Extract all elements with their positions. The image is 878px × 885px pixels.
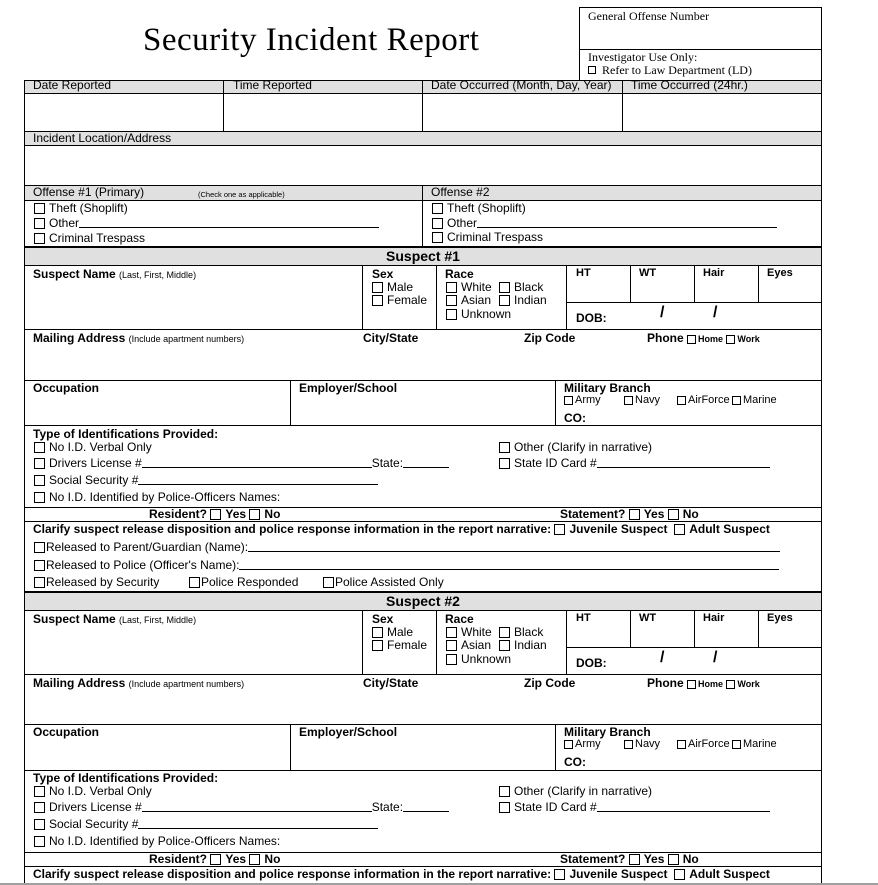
suspect2-clarify-text: Clarify suspect release disposition and police response information in the report narrative:: [33, 867, 552, 881]
suspect1-female-label: Female: [387, 293, 428, 307]
released-police-field[interactable]: [239, 559, 779, 570]
dob-separator: /: [660, 304, 665, 321]
suspect1-adult-label: Adult Suspect: [689, 522, 770, 536]
suspect1-physical-block: [566, 266, 821, 329]
suspect2-id-row: [25, 770, 821, 852]
suspect1-black-label: Black: [514, 280, 544, 294]
suspect1-occupation-label: Occupation: [33, 381, 100, 395]
police-assisted-label: Police Assisted Only: [335, 575, 444, 589]
offense-options-row: [25, 200, 821, 246]
offense-header-row: [25, 185, 821, 200]
suspect2-indian-label: Indian: [514, 638, 547, 652]
suspect1-phone-home-label: Home: [698, 334, 724, 344]
offense2-other-label: Other: [447, 216, 478, 230]
general-offense-number-field[interactable]: [580, 8, 821, 50]
time-reported-label: Time Reported: [233, 78, 312, 92]
suspect1-unknown-label: Unknown: [461, 307, 512, 321]
offense2-theft-checkbox[interactable]: [432, 203, 443, 214]
suspect1-title: Suspect #1: [386, 248, 460, 264]
suspect2-id-verbal-label: No I.D. Verbal Only: [49, 784, 152, 798]
dob-separator: /: [713, 304, 718, 321]
refer-law-dept-label: Refer to Law Department (LD): [602, 63, 752, 77]
suspect1-adult-checkbox[interactable]: [674, 524, 685, 535]
suspect2-phone-work-checkbox[interactable]: [726, 680, 735, 689]
suspect2-male-label: Male: [387, 625, 414, 639]
suspect1-wt-label: WT: [639, 267, 657, 279]
suspect2-wt-label: WT: [639, 612, 657, 624]
suspect1-resident-no-label: No: [264, 507, 281, 521]
suspect2-adult-checkbox[interactable]: [674, 869, 685, 880]
released-parent-checkbox[interactable]: [34, 542, 45, 553]
suspect2-id-police-checkbox[interactable]: [34, 836, 45, 847]
suspect1-resident-label: Resident?: [149, 507, 208, 521]
suspect1-id-verbal-label: No I.D. Verbal Only: [49, 440, 152, 454]
suspect1-sex-label: Sex: [372, 267, 394, 281]
suspect1-co-label: CO:: [564, 411, 586, 425]
suspect2-sex-label: Sex: [372, 612, 394, 626]
suspect2-zip-label: Zip Code: [524, 676, 576, 690]
suspect2-id-police-label: No I.D. Identified by Police-Officers Names:: [49, 834, 281, 848]
suspect1-city-state-label: City/State: [363, 331, 419, 345]
suspect1-occupation-row: [25, 380, 821, 425]
suspect1-juvenile-label: Juvenile Suspect: [569, 522, 668, 536]
suspect2-black-checkbox[interactable]: [499, 627, 510, 638]
date-occurred-field[interactable]: [423, 94, 622, 131]
suspect2-resident-label: Resident?: [149, 852, 208, 866]
suspect1-resident-yes-checkbox[interactable]: [210, 509, 221, 520]
suspect2-female-label: Female: [387, 638, 428, 652]
suspect1-navy-checkbox[interactable]: [624, 396, 633, 405]
time-occurred-field[interactable]: [623, 94, 821, 131]
suspect2-marine-checkbox[interactable]: [732, 740, 741, 749]
suspect1-name-field[interactable]: [25, 282, 361, 328]
dates-input-row: [25, 93, 821, 131]
incident-location-field[interactable]: [25, 145, 821, 185]
suspect2-resident-no-label: No: [264, 852, 281, 866]
time-reported-field[interactable]: [224, 94, 422, 131]
suspect2-mailing-label: Mailing Address: [33, 676, 126, 690]
suspect1-navy-label: Navy: [635, 394, 661, 406]
suspect2-phone-home-label: Home: [698, 679, 724, 689]
suspect1-drivers-field[interactable]: [142, 457, 372, 468]
suspect2-city-state-label: City/State: [363, 676, 419, 690]
suspect2-navy-checkbox[interactable]: [624, 740, 633, 749]
suspect2-physical-block: [566, 611, 821, 674]
suspect1-id-statecard-label: State ID Card #: [514, 456, 597, 470]
suspect2-statement-yes-checkbox[interactable]: [629, 854, 640, 865]
suspect1-statecard-field[interactable]: [597, 457, 770, 468]
suspect2-resident-row: [25, 852, 821, 866]
date-occurred-label: Date Occurred (Month, Day, Year): [431, 78, 612, 92]
suspect1-asian-label: Asian: [461, 293, 492, 307]
suspect2-unknown-label: Unknown: [461, 652, 512, 666]
suspect1-hair-label: Hair: [703, 267, 725, 279]
suspect1-id-state-label: State:: [371, 456, 404, 470]
dob-separator: /: [660, 649, 665, 666]
offense2-other-field[interactable]: [477, 217, 777, 228]
suspect1-airforce-checkbox[interactable]: [677, 396, 686, 405]
suspect2-employer-field[interactable]: [291, 739, 555, 770]
suspect2-name-label: Suspect Name: [33, 612, 116, 626]
suspect2-marine-label: Marine: [743, 738, 777, 750]
offense2-trespass-checkbox[interactable]: [432, 232, 443, 243]
suspect2-mailing-hint: (Include apartment numbers): [128, 679, 245, 689]
suspect2-adult-label: Adult Suspect: [689, 867, 770, 881]
date-reported-label: Date Reported: [33, 78, 112, 92]
refer-law-dept-checkbox[interactable]: [588, 66, 596, 74]
suspect1-id-drivers-checkbox[interactable]: [34, 458, 45, 469]
suspect1-employer-field[interactable]: [291, 395, 555, 425]
suspect2-army-checkbox[interactable]: [564, 740, 573, 749]
offense1-trespass-checkbox[interactable]: [34, 233, 45, 244]
suspect1-employer-label: Employer/School: [299, 381, 398, 395]
suspect1-header: [25, 246, 821, 265]
suspect1-zip-label: Zip Code: [524, 331, 576, 345]
police-responded-checkbox[interactable]: [189, 577, 200, 588]
suspect2-name-hint: (Last, First, Middle): [119, 615, 197, 625]
suspect2-id-verbal-checkbox[interactable]: [34, 786, 45, 797]
suspect1-white-label: White: [461, 280, 492, 294]
suspect2-resident-yes-label: Yes: [225, 852, 247, 866]
suspect1-phone-home-checkbox[interactable]: [687, 335, 696, 344]
suspect1-army-checkbox[interactable]: [564, 396, 573, 405]
incident-location-header: [25, 131, 821, 145]
police-assisted-checkbox[interactable]: [323, 577, 334, 588]
released-parent-label: Released to Parent/Guardian (Name):: [46, 540, 249, 554]
suspect2-statement-no-label: No: [682, 852, 699, 866]
dates-header-row: [25, 78, 821, 93]
suspect1-id-title: Type of Identifications Provided:: [33, 427, 219, 441]
suspect2-phone-work-label: Work: [737, 679, 760, 689]
suspect1-female-checkbox[interactable]: [372, 295, 383, 306]
suspect2-resident-no-checkbox[interactable]: [249, 854, 260, 865]
suspect2-military-label: Military Branch: [564, 725, 651, 739]
suspect2-phone-label: Phone: [647, 676, 684, 690]
suspect1-name-hint: (Last, First, Middle): [119, 270, 197, 280]
suspect2-juvenile-label: Juvenile Suspect: [569, 867, 668, 881]
offense2-other-checkbox[interactable]: [432, 218, 443, 229]
suspect1-dob-label: DOB:: [576, 311, 607, 325]
suspect2-resident-yes-checkbox[interactable]: [210, 854, 221, 865]
suspect2-occupation-row: [25, 724, 821, 770]
offense1-other-checkbox[interactable]: [34, 218, 45, 229]
suspect1-juvenile-checkbox[interactable]: [554, 524, 565, 535]
suspect2-army-label: Army: [575, 738, 601, 750]
suspect2-asian-checkbox[interactable]: [446, 640, 457, 651]
suspect1-white-checkbox[interactable]: [446, 282, 457, 293]
suspect1-mailing-label: Mailing Address: [33, 331, 126, 345]
suspect1-phone-label: Phone: [647, 331, 684, 345]
suspect2-statecard-field[interactable]: [597, 801, 770, 812]
suspect2-co-label: CO:: [564, 755, 586, 769]
suspect2-hair-label: Hair: [703, 612, 725, 624]
suspect2-white-label: White: [461, 625, 492, 639]
suspect1-id-drivers-label: Drivers License #: [49, 456, 142, 470]
suspect2-id-other-label: Other (Clarify in narrative): [514, 784, 653, 798]
suspect2-mailing-row[interactable]: [25, 674, 821, 724]
date-reported-field[interactable]: [25, 94, 223, 131]
suspect2-statement-no-checkbox[interactable]: [668, 854, 679, 865]
suspect1-statement-yes-checkbox[interactable]: [629, 509, 640, 520]
general-offense-number-label: General Offense Number: [588, 9, 710, 23]
suspect2-female-checkbox[interactable]: [372, 640, 383, 651]
offense1-theft-checkbox[interactable]: [34, 203, 45, 214]
dob-separator: /: [713, 649, 718, 666]
suspect2-id-ssn-checkbox[interactable]: [34, 819, 45, 830]
suspect1-statement-yes-label: Yes: [643, 507, 665, 521]
suspect1-male-checkbox[interactable]: [372, 282, 383, 293]
suspect1-occupation-field[interactable]: [25, 395, 290, 425]
suspect2-title: Suspect #2: [386, 593, 460, 609]
released-parent-field[interactable]: [248, 541, 780, 552]
suspect2-occupation-field[interactable]: [25, 739, 290, 770]
offense1-other-field[interactable]: [79, 217, 379, 228]
suspect1-id-statecard-checkbox[interactable]: [499, 458, 510, 469]
suspect2-race-label: Race: [445, 612, 474, 626]
suspect2-indian-checkbox[interactable]: [499, 640, 510, 651]
suspect2-name-row: [25, 610, 821, 674]
offense2-theft-label: Theft (Shoplift): [447, 201, 526, 215]
suspect1-marine-checkbox[interactable]: [732, 396, 741, 405]
suspect2-airforce-checkbox[interactable]: [677, 740, 686, 749]
suspect2-dob-field[interactable]: [617, 649, 817, 673]
offense1-theft-label: Theft (Shoplift): [49, 201, 128, 215]
offense2-label: Offense #2: [431, 185, 490, 199]
time-occurred-label: Time Occurred (24hr.): [631, 78, 748, 92]
suspect2-state-field[interactable]: [403, 801, 449, 812]
suspect2-eyes-label: Eyes: [767, 612, 793, 624]
released-security-checkbox[interactable]: [34, 577, 45, 588]
suspect1-id-police-checkbox[interactable]: [34, 492, 45, 503]
suspect2-airforce-label: AirForce: [688, 738, 730, 750]
suspect1-army-label: Army: [575, 394, 601, 406]
suspect2-asian-label: Asian: [461, 638, 492, 652]
suspect2-employer-label: Employer/School: [299, 725, 398, 739]
suspect2-statement-label: Statement?: [560, 852, 626, 866]
suspect1-male-label: Male: [387, 280, 414, 294]
suspect2-unknown-checkbox[interactable]: [446, 654, 457, 665]
suspect2-dob-label: DOB:: [576, 656, 607, 670]
suspect1-name-row: [25, 265, 821, 329]
suspect1-id-other-checkbox[interactable]: [499, 442, 510, 453]
suspect1-marine-label: Marine: [743, 394, 777, 406]
suspect1-phone-work-label: Work: [737, 334, 760, 344]
offense2-trespass-label: Criminal Trespass: [447, 230, 544, 244]
suspect1-id-other-label: Other (Clarify in narrative): [514, 440, 653, 454]
suspect2-id-title: Type of Identifications Provided:: [33, 771, 219, 785]
suspect2-name-field[interactable]: [25, 627, 361, 673]
suspect2-navy-label: Navy: [635, 738, 661, 750]
suspect1-black-checkbox[interactable]: [499, 282, 510, 293]
suspect1-phone-work-checkbox[interactable]: [726, 335, 735, 344]
suspect2-male-checkbox[interactable]: [372, 627, 383, 638]
suspect1-mailing-row[interactable]: [25, 329, 821, 380]
suspect2-id-drivers-checkbox[interactable]: [34, 802, 45, 813]
released-police-checkbox[interactable]: [34, 560, 45, 571]
suspect2-id-state-label: State:: [371, 800, 404, 814]
suspect1-asian-checkbox[interactable]: [446, 295, 457, 306]
suspect2-ssn-field[interactable]: [138, 818, 378, 829]
suspect1-id-verbal-checkbox[interactable]: [34, 442, 45, 453]
suspect1-name-label: Suspect Name: [33, 267, 116, 281]
suspect1-military-label: Military Branch: [564, 381, 651, 395]
suspect2-juvenile-checkbox[interactable]: [554, 869, 565, 880]
suspect2-header: [25, 591, 821, 610]
suspect1-mailing-hint: (Include apartment numbers): [128, 334, 245, 344]
suspect1-id-ssn-checkbox[interactable]: [34, 475, 45, 486]
suspect2-id-statecard-checkbox[interactable]: [499, 802, 510, 813]
suspect2-ht-label: HT: [576, 612, 591, 624]
suspect2-id-ssn-label: Social Security #: [49, 817, 139, 831]
suspect2-drivers-field[interactable]: [142, 801, 372, 812]
suspect1-indian-checkbox[interactable]: [499, 295, 510, 306]
suspect2-id-statecard-label: State ID Card #: [514, 800, 597, 814]
offense1-trespass-label: Criminal Trespass: [49, 231, 146, 245]
suspect1-dob-field[interactable]: [617, 304, 817, 328]
incident-location-label: Incident Location/Address: [33, 131, 172, 145]
suspect1-resident-no-checkbox[interactable]: [249, 509, 260, 520]
suspect1-ssn-field[interactable]: [138, 474, 378, 485]
page-title: Security Incident Report: [143, 22, 480, 58]
offense1-other-label: Other: [49, 216, 80, 230]
released-police-label: Released to Police (Officer's Name):: [46, 558, 240, 572]
suspect2-occupation-label: Occupation: [33, 725, 100, 739]
suspect1-id-row: [25, 425, 821, 507]
offense1-label: Offense #1 (Primary): [33, 185, 145, 199]
investigator-label: Investigator Use Only:: [588, 50, 698, 64]
suspect1-clarify-row: [25, 521, 821, 591]
incident-form: [24, 80, 822, 885]
suspect1-state-field[interactable]: [403, 457, 449, 468]
suspect1-statement-no-checkbox[interactable]: [668, 509, 679, 520]
suspect1-clarify-text: Clarify suspect release disposition and police response information in the report narrative:: [33, 522, 552, 536]
suspect2-white-checkbox[interactable]: [446, 627, 457, 638]
general-offense-box: [579, 7, 822, 81]
suspect2-statement-yes-label: Yes: [643, 852, 665, 866]
suspect2-phone-home-checkbox[interactable]: [687, 680, 696, 689]
suspect2-id-drivers-label: Drivers License #: [49, 800, 142, 814]
suspect1-airforce-label: AirForce: [688, 394, 730, 406]
suspect1-eyes-label: Eyes: [767, 267, 793, 279]
suspect1-race-label: Race: [445, 267, 474, 281]
police-responded-label: Police Responded: [201, 575, 299, 589]
suspect2-id-other-checkbox[interactable]: [499, 786, 510, 797]
suspect2-black-label: Black: [514, 625, 544, 639]
suspect1-resident-row: [25, 507, 821, 521]
suspect1-ht-label: HT: [576, 267, 591, 279]
released-security-label: Released by Security: [46, 575, 160, 589]
suspect1-statement-no-label: No: [682, 507, 699, 521]
suspect1-indian-label: Indian: [514, 293, 547, 307]
suspect1-id-ssn-label: Social Security #: [49, 473, 139, 487]
suspect1-resident-yes-label: Yes: [225, 507, 247, 521]
suspect1-statement-label: Statement?: [560, 507, 626, 521]
suspect1-id-police-label: No I.D. Identified by Police-Officers Names:: [49, 490, 281, 504]
suspect1-unknown-checkbox[interactable]: [446, 309, 457, 320]
check-one-note: (Check one as applicable): [198, 190, 285, 199]
